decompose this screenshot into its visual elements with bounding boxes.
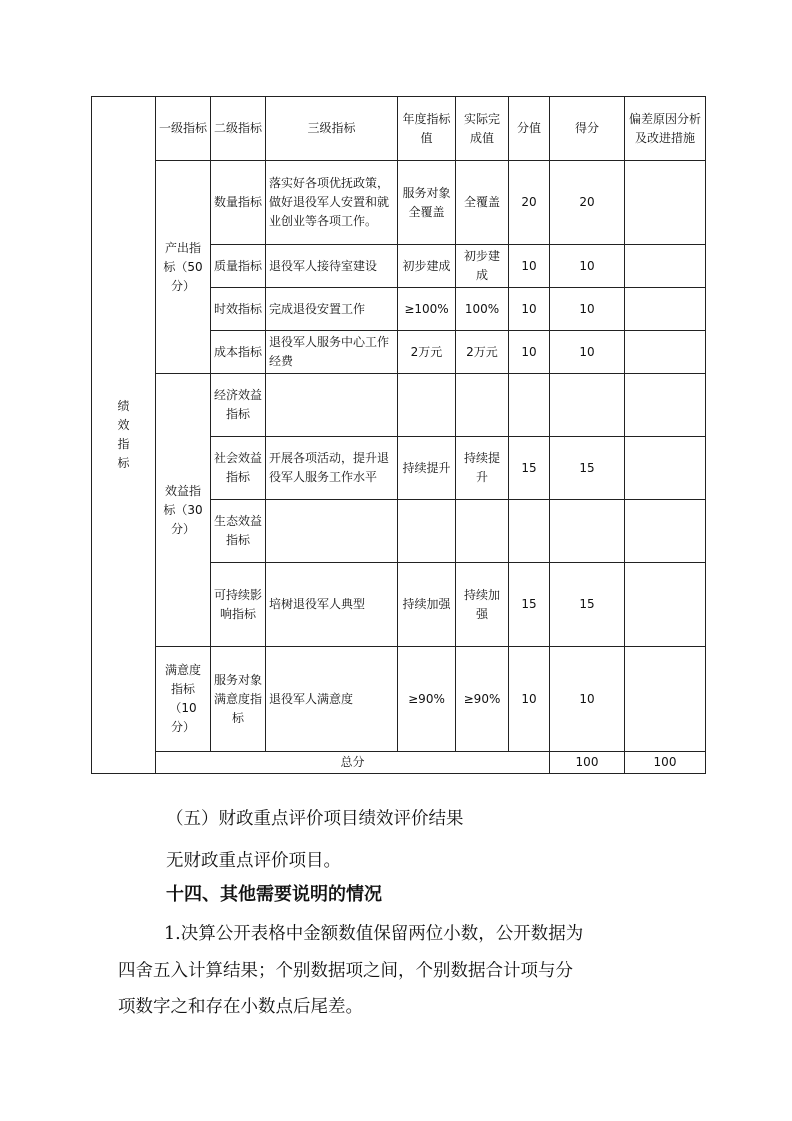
level2-cell: 社会效益指标 — [211, 437, 266, 500]
target-cell — [398, 374, 456, 437]
section-label: 绩效指标 — [92, 97, 156, 774]
target-cell — [398, 500, 456, 563]
note-cell — [625, 647, 706, 752]
actual-cell: 2万元 — [456, 331, 509, 374]
header-score: 得分 — [550, 97, 625, 161]
level2-cell: 时效指标 — [211, 288, 266, 331]
total-row — [92, 752, 706, 774]
target-cell: 2万元 — [398, 331, 456, 374]
target-cell: 持续加强 — [398, 563, 456, 647]
level3-cell — [266, 374, 398, 437]
para-line2: 四舍五入计算结果；个别数据项之间，个别数据合计项与分 — [118, 961, 573, 981]
note-cell — [625, 161, 706, 245]
para-line3: 项数字之和存在小数点后尾差。 — [118, 997, 363, 1017]
level3-cell — [266, 500, 398, 563]
score-cell: 10 — [550, 331, 625, 374]
target-cell: 服务对象全覆盖 — [398, 161, 456, 245]
level3-cell: 完成退役安置工作 — [266, 288, 398, 331]
actual-cell: 100% — [456, 288, 509, 331]
actual-cell — [456, 500, 509, 563]
weight-cell: 10 — [509, 245, 550, 288]
score-cell: 10 — [550, 288, 625, 331]
score-cell: 10 — [550, 245, 625, 288]
table-row — [92, 161, 706, 245]
target-cell: ≥100% — [398, 288, 456, 331]
note-cell — [625, 331, 706, 374]
actual-cell: 全覆盖 — [456, 161, 509, 245]
level2-cell: 服务对象满意度指标 — [211, 647, 266, 752]
weight-cell: 10 — [509, 288, 550, 331]
section14-title: 十四、其他需要说明的情况 — [166, 884, 382, 905]
level3-cell: 开展各项活动，提升退役军人服务工作水平 — [266, 437, 398, 500]
weight-cell: 10 — [509, 647, 550, 752]
note-cell — [625, 563, 706, 647]
actual-cell — [456, 374, 509, 437]
note-cell — [625, 437, 706, 500]
level2-cell: 质量指标 — [211, 245, 266, 288]
header-level3: 三级指标 — [266, 97, 398, 161]
table-row — [92, 374, 706, 437]
group-output: 产出指标（50分） — [156, 161, 211, 374]
total-label: 总分 — [156, 752, 550, 774]
actual-cell: 初步建成 — [456, 245, 509, 288]
level3-cell: 退役军人接待室建设 — [266, 245, 398, 288]
level2-cell: 可持续影响指标 — [211, 563, 266, 647]
score-cell — [550, 374, 625, 437]
weight-cell — [509, 374, 550, 437]
table-header-row — [92, 97, 706, 161]
total-score: 100 — [625, 752, 706, 774]
level3-cell: 落实好各项优抚政策，做好退役军人安置和就业创业等各项工作。 — [266, 161, 398, 245]
score-cell: 20 — [550, 161, 625, 245]
note-cell — [625, 245, 706, 288]
target-cell: ≥90% — [398, 647, 456, 752]
actual-cell: 持续加强 — [456, 563, 509, 647]
total-weight: 100 — [550, 752, 625, 774]
header-level1: 一级指标 — [156, 97, 211, 161]
score-cell: 15 — [550, 563, 625, 647]
header-weight: 分值 — [509, 97, 550, 161]
performance-indicator-table — [91, 96, 706, 774]
note-cell — [625, 374, 706, 437]
header-level2: 二级指标 — [211, 97, 266, 161]
level3-cell: 退役军人服务中心工作经费 — [266, 331, 398, 374]
score-cell: 10 — [550, 647, 625, 752]
section5-title: （五）财政重点评价项目绩效评价结果 — [166, 809, 464, 829]
level2-cell: 成本指标 — [211, 331, 266, 374]
weight-cell: 10 — [509, 331, 550, 374]
weight-cell — [509, 500, 550, 563]
actual-cell: 持续提升 — [456, 437, 509, 500]
header-note: 偏差原因分析及改进措施 — [625, 97, 706, 161]
header-target: 年度指标值 — [398, 97, 456, 161]
weight-cell: 15 — [509, 563, 550, 647]
actual-cell: ≥90% — [456, 647, 509, 752]
target-cell: 初步建成 — [398, 245, 456, 288]
level3-cell: 退役军人满意度 — [266, 647, 398, 752]
score-cell — [550, 500, 625, 563]
group-benefit: 效益指标（30分） — [156, 374, 211, 647]
level2-cell: 数量指标 — [211, 161, 266, 245]
table-row — [92, 647, 706, 752]
header-actual: 实际完成值 — [456, 97, 509, 161]
weight-cell: 20 — [509, 161, 550, 245]
group-satisfaction: 满意度指标（10分） — [156, 647, 211, 752]
level3-cell: 培树退役军人典型 — [266, 563, 398, 647]
note-cell — [625, 288, 706, 331]
level2-cell: 生态效益指标 — [211, 500, 266, 563]
level2-cell: 经济效益指标 — [211, 374, 266, 437]
note-cell — [625, 500, 706, 563]
para-line1: 1.决算公开表格中金额数值保留两位小数，公开数据为 — [164, 924, 584, 944]
section5-text: 无财政重点评价项目。 — [166, 851, 341, 871]
target-cell: 持续提升 — [398, 437, 456, 500]
weight-cell: 15 — [509, 437, 550, 500]
score-cell: 15 — [550, 437, 625, 500]
